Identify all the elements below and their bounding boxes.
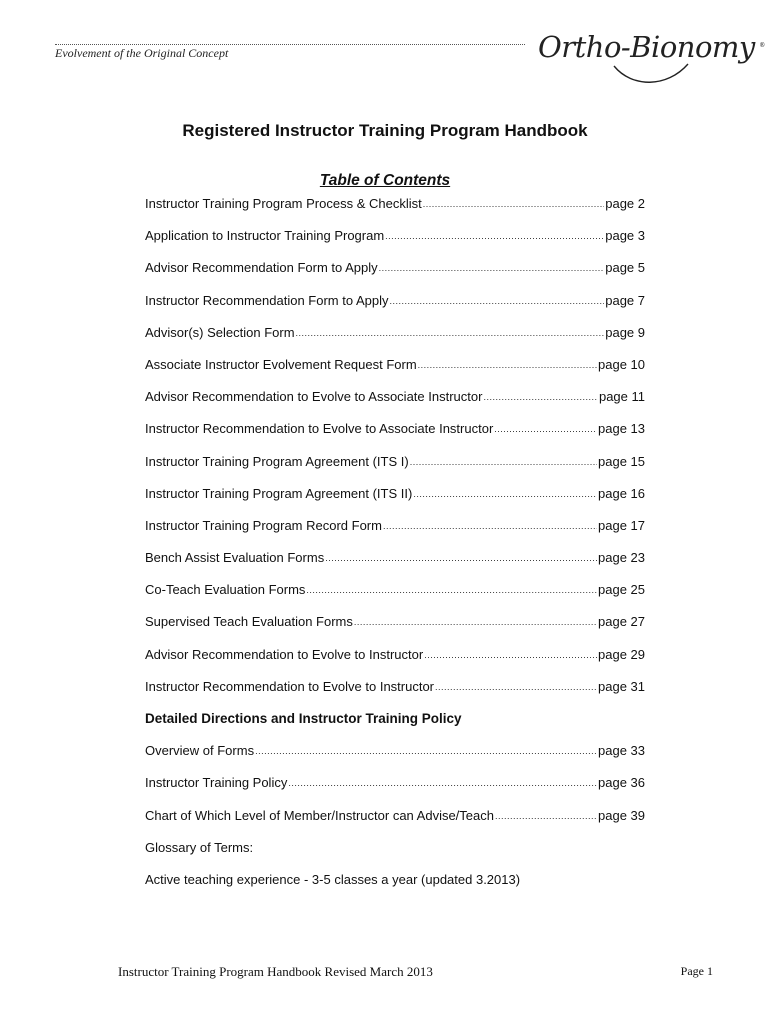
toc-entry-label: Supervised Teach Evaluation Forms [145, 614, 353, 630]
toc-entry-page: page 39 [598, 807, 645, 823]
section-heading: Detailed Directions and Instructor Training Policy [145, 711, 462, 726]
toc-entry-page: page 27 [598, 614, 645, 630]
toc-entry-page: page 23 [598, 550, 645, 566]
toc-entry-page: page 33 [598, 743, 645, 759]
toc-entry-label: Co-Teach Evaluation Forms [145, 582, 306, 598]
dot-leader [435, 679, 597, 692]
toc-entry-page: page 9 [605, 324, 645, 340]
toc-entry-label: Instructor Recommendation to Evolve to Instructor [145, 678, 435, 694]
toc-entry [145, 421, 645, 453]
toc-entry [145, 486, 645, 518]
dot-leader [255, 743, 597, 756]
toc-entry-label: Instructor Training Program Process & Checklist [145, 196, 422, 211]
toc-entry [145, 357, 645, 389]
toc-entry-page: page 3 [605, 228, 645, 244]
toc-entry-label: Overview of Forms [145, 743, 255, 759]
toc-entry [145, 454, 645, 486]
dot-leader [383, 518, 597, 531]
toc-entry [145, 228, 645, 260]
toc-entry-page: page 25 [598, 582, 645, 598]
ortho-bionomy-logo: Ortho-Bionomy ® [538, 30, 765, 64]
toc-entry-page: page 5 [605, 260, 645, 276]
toc-entry [145, 808, 645, 840]
dot-leader [483, 389, 598, 402]
toc-entry-label: Advisor Recommendation to Evolve to Instructor [145, 646, 424, 662]
dot-leader [296, 325, 605, 338]
toc-entry-label: Application to Instructor Training Program [145, 228, 385, 244]
toc-entry-label: Bench Assist Evaluation Forms [145, 550, 325, 566]
toc-entry-page: page 10 [598, 356, 645, 372]
glossary-note: Active teaching experience - 3-5 classes a year (updated 3.2013) [145, 871, 521, 887]
toc-entry [145, 743, 645, 775]
dot-leader [379, 260, 605, 273]
dot-leader [288, 775, 597, 788]
toc-entry [145, 550, 645, 582]
toc-heading: Table of Contents [319, 172, 451, 189]
toc-entry [145, 389, 645, 421]
toc-entry-label: Advisor(s) Selection Form [145, 324, 295, 340]
dot-leader [385, 228, 604, 241]
document-title: Registered Instructor Training Program Handbook [182, 121, 588, 140]
footer-title: Instructor Training Program Handbook Revised March 2013 [118, 964, 433, 979]
toc-entry-page: page 36 [598, 775, 645, 791]
toc-entry [145, 325, 645, 357]
dot-leader [390, 293, 605, 306]
toc-entry-label: Associate Instructor Evolvement Request Form [145, 356, 417, 372]
toc-entry [145, 293, 645, 325]
dot-leader [354, 614, 597, 627]
toc-entry-page: page 31 [598, 678, 645, 694]
toc-entry-label: Chart of Which Level of Member/Instructor can Advise/Teach [145, 807, 494, 823]
dot-leader [495, 808, 597, 821]
glossary-label: Glossary of Terms: [145, 839, 254, 855]
dot-leader [413, 486, 597, 499]
toc-entry [145, 260, 645, 292]
toc-entry-label: Instructor Recommendation Form to Apply [145, 292, 389, 308]
toc-entry-page: page 13 [598, 421, 645, 437]
footer-page-number: Page 1 [680, 964, 713, 978]
toc-entry [145, 582, 645, 614]
toc-entry-page: page 2 [605, 196, 645, 211]
header-subtitle: Evolvement of the Original Concept [55, 46, 229, 60]
toc-entry-page: page 7 [605, 292, 645, 308]
toc-entry [145, 196, 645, 228]
toc-entry-label: Instructor Training Program Record Form [145, 517, 382, 533]
toc-entry [145, 614, 645, 646]
toc-entry-label: Instructor Training Program Agreement (ITS I) [145, 453, 409, 469]
toc-entry-label: Instructor Training Program Agreement (ITS II) [145, 485, 413, 501]
dot-leader [325, 550, 597, 563]
toc-entry [145, 647, 645, 679]
dot-leader [423, 196, 605, 209]
toc-entry-page: page 29 [598, 646, 645, 662]
dot-leader [494, 421, 597, 434]
toc-entry [145, 679, 645, 711]
toc-entry-page: page 16 [598, 485, 645, 501]
toc-entry-page: page 17 [598, 517, 645, 533]
toc-entry-label: Instructor Training Policy [145, 775, 288, 791]
toc-entry-label: Advisor Recommendation to Evolve to Associate Instructor [145, 389, 483, 405]
logo-swash-icon [612, 62, 692, 88]
dot-leader [424, 647, 597, 660]
dot-leader [410, 454, 597, 467]
table-of-contents [145, 196, 645, 904]
dot-leader [306, 582, 597, 595]
toc-entry-page: page 15 [598, 453, 645, 469]
dot-leader [418, 357, 597, 370]
toc-entry-label: Advisor Recommendation Form to Apply [145, 260, 378, 276]
toc-entry [145, 775, 645, 807]
header-divider [55, 44, 525, 45]
toc-entry-page: page 11 [598, 389, 645, 405]
toc-entry [145, 518, 645, 550]
toc-entry-label: Instructor Recommendation to Evolve to Associate Instructor [145, 421, 494, 437]
